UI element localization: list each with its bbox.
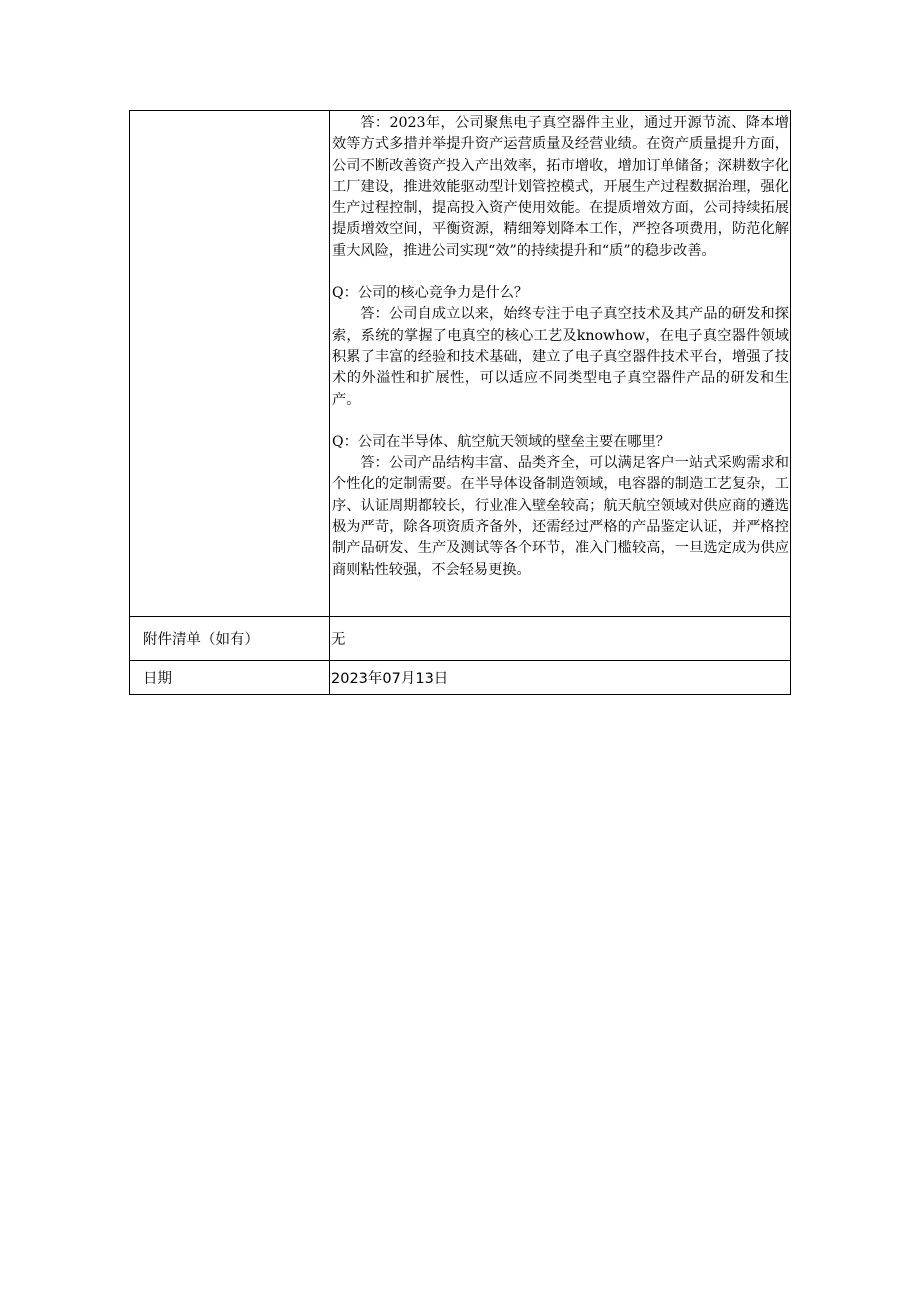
qa-content-cell bbox=[330, 111, 791, 617]
date-row bbox=[130, 661, 791, 695]
record-table bbox=[129, 110, 791, 695]
answer-2: 答：公司自成立以来，始终专注于电子真空技术及其产品的研发和探索，系统的掌握了电真空的核心工艺及knowhow，在电子真空器件领域积累了丰富的经验和技术基础，建立了电子真空器件技术平台，增强了技术的外溢性和扩展性，可以适应不同类型电子真空器件产品的研发和生产。 bbox=[332, 306, 789, 408]
qa-row bbox=[130, 111, 791, 617]
answer-3: 答：公司产品结构丰富、品类齐全，可以满足客户一站式采购需求和个性化的定制需要。在半导体设备制造领域，电容器的制造工艺复杂，工序、认证周期都较长，行业准入壁垒较高；航天航空领域对供应商的遴选极为严苛，除各项资质齐备外，还需经过严格的产品鉴定认证，并严格控制产品研发、生产及测试等各个环节，准入门槛较高，一旦选定成为供应商则粘性较强，不会轻易更换。 bbox=[332, 455, 789, 578]
date-value: 2023年07月13日 bbox=[330, 661, 791, 695]
question-2: Q：公司的核心竞争力是什么？ bbox=[332, 285, 529, 302]
attachments-row bbox=[130, 617, 791, 661]
answer-1: 答：2023年，公司聚焦电子真空器件主业，通过开源节流、降本增效等方式多措并举提升资产运营质量及经营业绩。在资产质量提升方面，公司不断改善资产投入产出效率，拓市增收，增加订单储备；深耕数字化工厂建设，推进效能驱动型计划管控模式，开展生产过程数据治理，强化生产过程控制，提高投入资产使用效能。在提质增效方面，公司持续拓展提质增效空间，平衡资源，精细筹划降本工作，严控各项费用，防范化解重大风险，推进公司实现“效”的持续提升和“质”的稳步改善。 bbox=[332, 115, 789, 259]
attachments-value: 无 bbox=[330, 617, 791, 661]
attachments-label: 附件清单（如有） bbox=[130, 617, 330, 661]
qa-label-cell bbox=[130, 111, 330, 617]
question-3: Q：公司在半导体、航空航天领域的壁垒主要在哪里？ bbox=[332, 433, 670, 450]
date-label: 日期 bbox=[130, 661, 330, 695]
